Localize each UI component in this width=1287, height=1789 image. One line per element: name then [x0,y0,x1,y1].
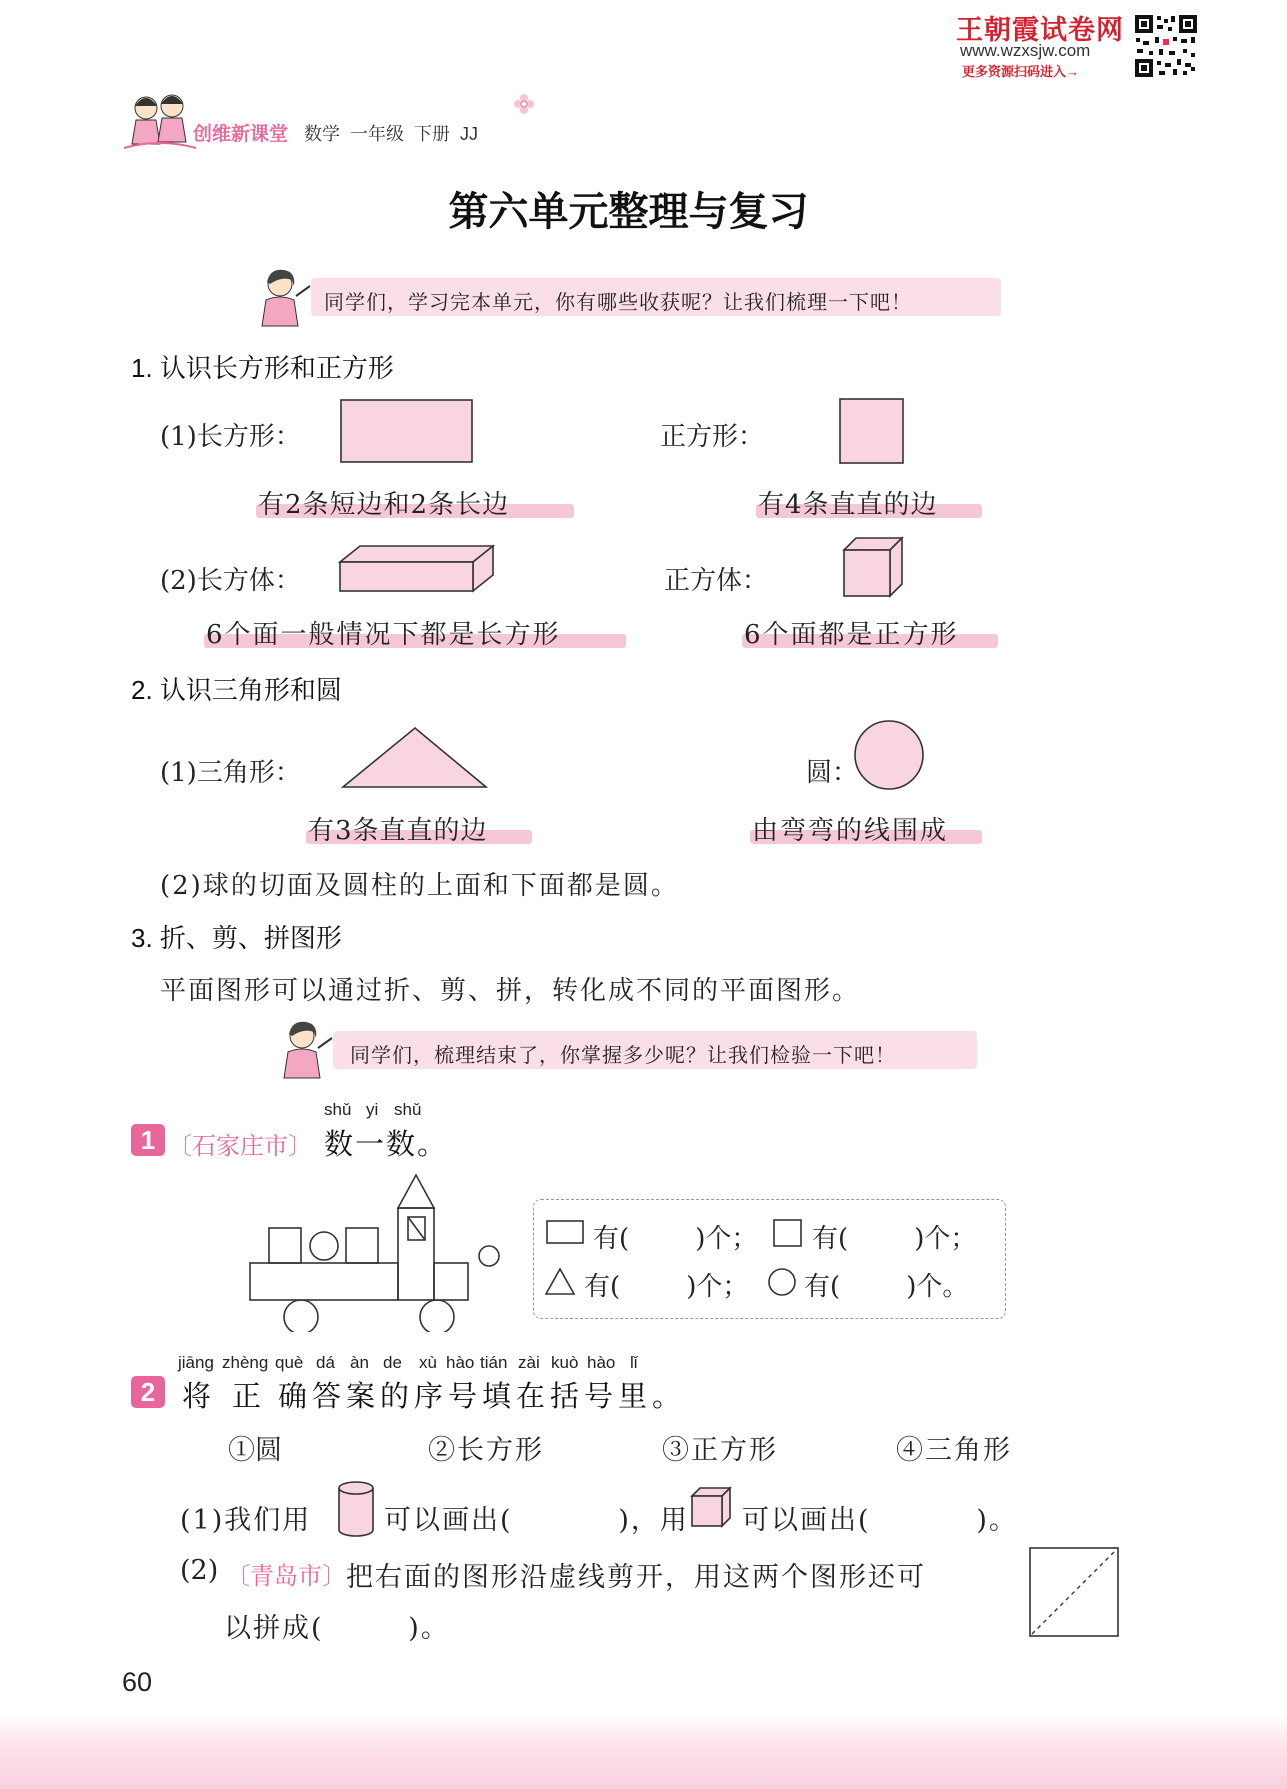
q1-pinyin-2: yi [366,1100,379,1119]
q1-prompt: 数一数。 [324,1129,449,1161]
footer-band [0,1714,1287,1789]
rect-label: (1)长方形： [160,422,301,452]
section2-sub2: (2)球的切面及圆柱的上面和下面都是圆。 [160,871,679,901]
cube-desc: 6个面都是正方形 [744,620,959,650]
q2-char-3: 确 [278,1381,308,1413]
q2-pinyin-6: de [383,1353,402,1372]
square-shape [838,397,906,465]
watermark-brand: 王朝霞试卷网 [956,15,1124,45]
q2-item1-middle[interactable]: 可以画出( )，用 [384,1505,689,1536]
cube-icon [690,1486,732,1528]
q2-char-11: 括 [550,1381,580,1413]
triangle-shape [340,724,490,790]
q2-option-4: ④三角形 [896,1435,1012,1466]
q2-pinyin-10: zài [518,1353,540,1372]
q2-char-10: 在 [516,1381,546,1413]
rectangle-icon [545,1219,585,1245]
circle-shape [852,718,926,792]
cylinder-icon [336,1480,376,1538]
q2-char-8: 号 [448,1381,478,1413]
q2-prompt [182,1374,686,1415]
circle-label: 圆： [806,758,859,788]
q2-option-1: ①圆 [228,1435,282,1466]
section3-text: 平面图形可以通过折、剪、拼，转化成不同的平面图形。 [160,976,861,1006]
teacher-icon [256,266,316,328]
square-desc: 有4条直直的边 [758,490,938,520]
section3-heading: 3. 折、剪、拼图形 [131,923,342,953]
section1-heading: 1. 认识长方形和正方形 [131,353,394,383]
q2-pinyin-5: àn [350,1353,369,1372]
teacher-icon-2 [278,1018,338,1080]
q2-number-badge: 2 [131,1376,165,1408]
q2-option-3: ③正方形 [662,1435,778,1466]
q2-char-9: 填 [482,1381,512,1413]
q2-item2-source: 〔青岛市〕 [226,1562,346,1590]
q1-pinyin-3: shǔ [394,1100,422,1119]
subject: 数学 [304,124,340,144]
cuboid-label: (2)长方体： [160,566,301,596]
page-number: 60 [122,1667,153,1697]
series-name: 创维新课堂 [193,124,289,145]
circle-desc: 由弯弯的线围成 [752,816,949,846]
rectangle-shape [339,398,475,464]
q2-pinyin-3: què [275,1353,304,1372]
q1-count-square[interactable]: 有( )个； [812,1224,977,1254]
q2-pinyin-13: lǐ [630,1353,638,1372]
triangle-icon [544,1266,576,1296]
q2-char-14: 。 [652,1381,682,1413]
q1-count-triangle[interactable]: 有( )个； [584,1272,749,1302]
q1-count-rect[interactable]: 有( )个； [593,1224,758,1254]
q2-item2-cont[interactable]: 以拼成( )。 [224,1613,450,1644]
outro-tip-text: 同学们，梳理结束了，你掌握多少呢？让我们检验一下吧！ [350,1045,896,1067]
cuboid-shape [338,544,498,594]
q1-pinyin-1: shǔ [324,1100,352,1119]
q2-pinyin-11: kuò [551,1353,579,1372]
section2-heading: 2. 认识三角形和圆 [131,675,342,705]
q2-item2-text: 把右面的图形沿虚线剪开，用这两个图形还可 [346,1562,926,1593]
intro-tip-text: 同学们，学习完本单元，你有哪些收获呢？让我们梳理一下吧！ [324,292,912,314]
q2-pinyin-4: dá [316,1353,335,1372]
watermark-url: www.wzxsjw.com [960,41,1091,60]
q2-char-7: 序 [414,1381,444,1413]
q2-pinyin-9: tián [480,1353,508,1372]
cube-label: 正方体： [664,566,769,596]
rect-desc: 有2条短边和2条长边 [258,490,510,520]
cuboid-desc: 6个面一般情况下都是长方形 [206,620,561,650]
page-title: 第六单元整理与复习 [448,190,809,234]
q2-pinyin-1: jiāng [178,1353,214,1372]
q2-pinyin-7: xù [419,1353,437,1372]
square-label: 正方形： [660,422,765,452]
q1-source: 〔石家庄市〕 [168,1132,312,1160]
circle-icon [766,1266,798,1298]
q2-char-4: 答 [312,1381,342,1413]
volume: 下册 [414,124,451,144]
q2-option-2: ②长方形 [428,1435,544,1466]
watermark-tagline: 更多资源扫码进入→ [962,64,1080,79]
q2-char-12: 号 [584,1381,614,1413]
q2-item2-number: (2) [180,1555,219,1586]
q2-pinyin-8: hào [446,1353,475,1372]
train-figure [248,1172,504,1332]
q2-char-6: 的 [380,1381,410,1413]
q2-item1-end[interactable]: 可以画出( )。 [742,1505,1018,1536]
edition: JJ [460,124,479,144]
q1-count-circle[interactable]: 有( )个。 [804,1272,969,1302]
square-icon [772,1218,804,1248]
header-subject [304,120,478,146]
q2-char-1: 将 [182,1381,212,1413]
q2-char-2: 正 [232,1381,262,1413]
q2-char-5: 案 [346,1381,376,1413]
q1-number-badge: 1 [131,1124,165,1156]
flower-icon [512,92,536,116]
cut-square-figure [1028,1546,1122,1640]
triangle-label: (1)三角形： [160,758,301,788]
q2-pinyin-12: hào [587,1353,616,1372]
triangle-desc: 有3条直直的边 [308,816,488,846]
grade: 一年级 [350,124,405,144]
q2-char-13: 里 [618,1381,648,1413]
kids-logo-icon [124,86,196,154]
cube-shape [842,536,906,600]
qr-code-icon [1133,13,1199,79]
q2-pinyin-2: zhèng [222,1353,269,1372]
q2-item1-start: (1)我们用 [180,1505,312,1536]
